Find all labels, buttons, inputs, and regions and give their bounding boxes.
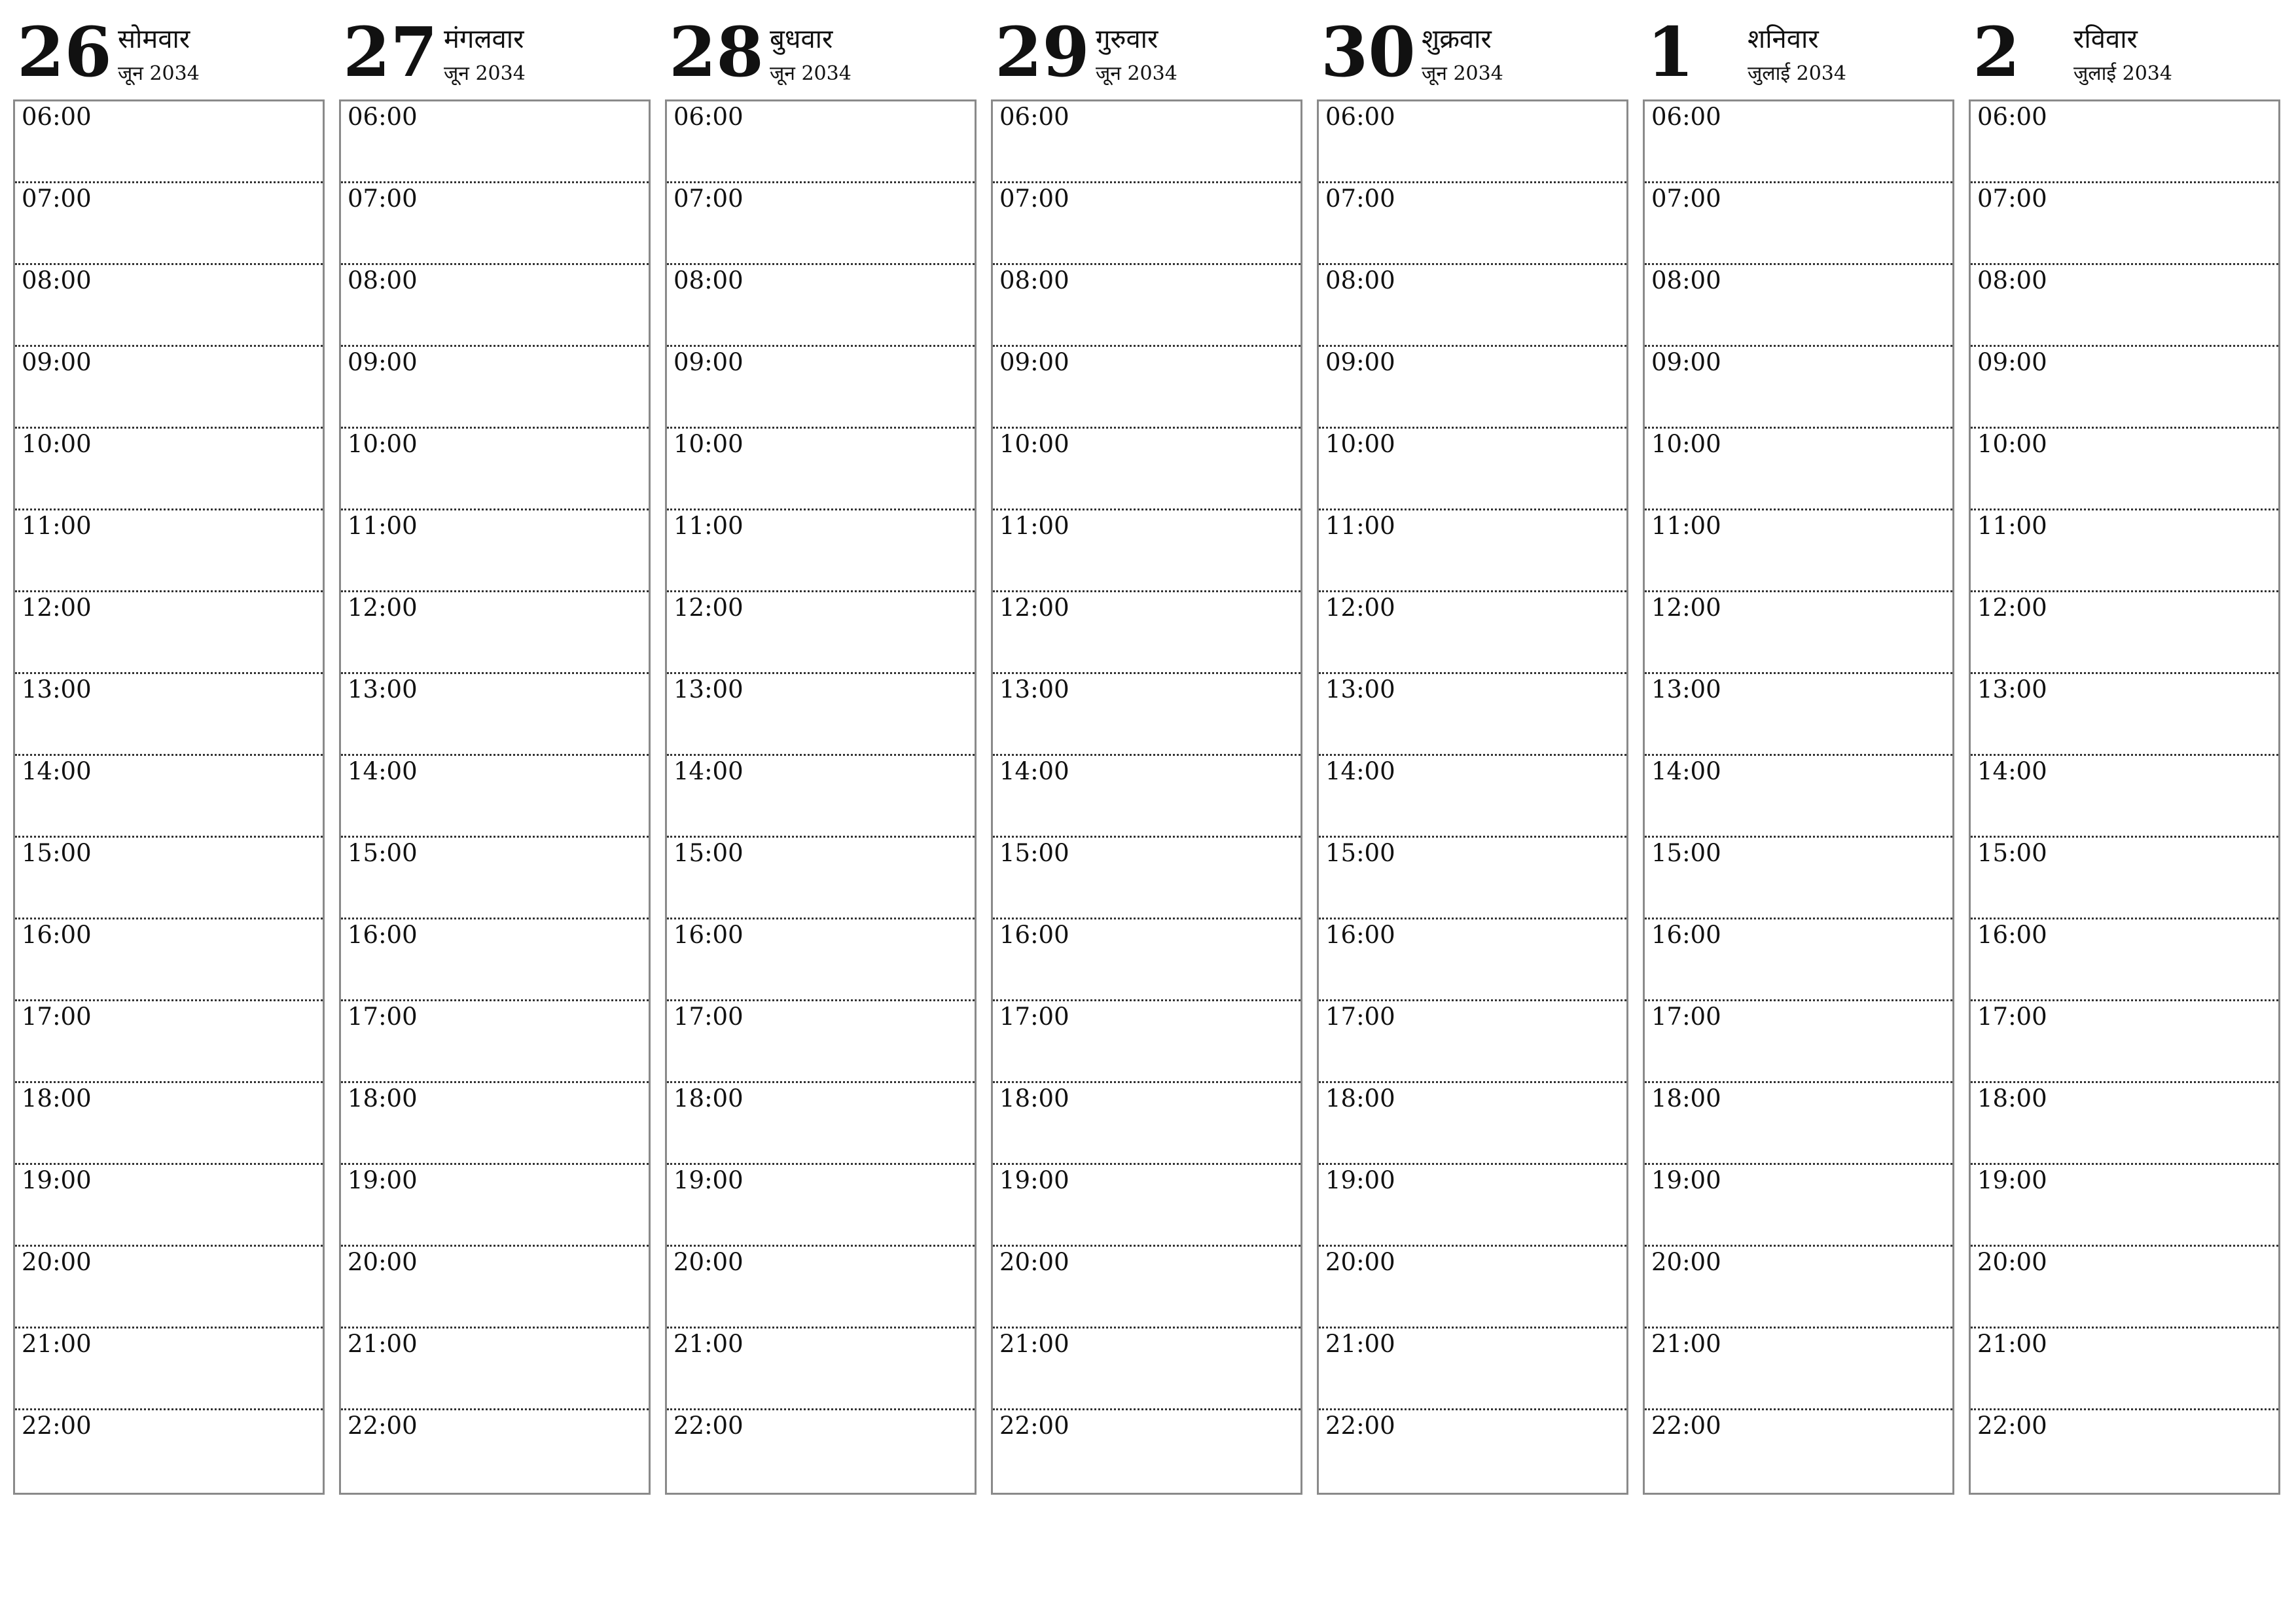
time-label: 15:00 [1977, 839, 2047, 867]
day-column [339, 12, 653, 1501]
time-slot[interactable] [1971, 1329, 2278, 1410]
time-label: 07:00 [1651, 185, 1721, 213]
weekly-planner [13, 12, 2286, 1501]
weekday-name: रविवार [2073, 24, 2138, 54]
time-label: 13:00 [999, 675, 1069, 704]
time-slot[interactable] [993, 674, 1300, 756]
time-label: 07:00 [999, 185, 1069, 213]
time-slot[interactable] [341, 429, 649, 510]
time-slot[interactable] [993, 1410, 1300, 1492]
time-label: 15:00 [673, 839, 744, 867]
time-label: 21:00 [1651, 1330, 1721, 1358]
month-year: जून 2034 [770, 62, 852, 85]
time-label: 18:00 [1651, 1084, 1721, 1113]
time-label: 16:00 [1325, 921, 1395, 949]
time-label: 14:00 [1977, 757, 2047, 785]
time-slot[interactable] [341, 592, 649, 674]
weekday-name: शनिवार [1748, 24, 1819, 54]
time-slot[interactable] [15, 1165, 323, 1247]
time-label: 22:00 [348, 1412, 418, 1440]
time-slot[interactable] [1319, 510, 1626, 592]
time-label: 06:00 [348, 103, 418, 131]
time-slot[interactable] [1319, 1165, 1626, 1247]
day-number: 1 [1647, 12, 1695, 92]
time-slot[interactable] [15, 183, 323, 265]
day-header [1317, 12, 1631, 99]
time-slot[interactable] [15, 1247, 323, 1329]
time-label: 18:00 [999, 1084, 1069, 1113]
time-slot[interactable] [1971, 101, 2278, 183]
time-label: 15:00 [1325, 839, 1395, 867]
time-label: 12:00 [999, 594, 1069, 622]
time-label: 20:00 [22, 1248, 92, 1276]
time-label: 17:00 [1651, 1003, 1721, 1031]
time-slot[interactable] [341, 1410, 649, 1492]
day-column [13, 12, 327, 1501]
weekday-name: मंगलवार [444, 24, 524, 54]
time-label: 10:00 [1651, 430, 1721, 458]
time-label: 13:00 [22, 675, 92, 704]
time-label: 20:00 [673, 1248, 744, 1276]
time-label: 16:00 [673, 921, 744, 949]
time-label: 19:00 [22, 1166, 92, 1194]
time-slot[interactable] [15, 429, 323, 510]
time-label: 19:00 [673, 1166, 744, 1194]
day-header [339, 12, 653, 99]
time-label: 10:00 [673, 430, 744, 458]
time-slot[interactable] [993, 756, 1300, 838]
time-slot[interactable] [993, 1247, 1300, 1329]
time-slot[interactable] [1319, 1083, 1626, 1165]
time-slot[interactable] [993, 347, 1300, 429]
time-label: 09:00 [22, 348, 92, 376]
day-header [1643, 12, 1957, 99]
time-label: 11:00 [1325, 512, 1395, 540]
time-label: 09:00 [348, 348, 418, 376]
time-slot[interactable] [1645, 674, 1952, 756]
time-slot[interactable] [667, 510, 975, 592]
time-label: 17:00 [22, 1003, 92, 1031]
time-label: 22:00 [673, 1412, 744, 1440]
time-slot[interactable] [1319, 1001, 1626, 1083]
day-column [991, 12, 1305, 1501]
time-label: 06:00 [999, 103, 1069, 131]
time-slot[interactable] [1971, 1165, 2278, 1247]
time-slot[interactable] [1645, 1329, 1952, 1410]
time-label: 16:00 [348, 921, 418, 949]
time-slot[interactable] [15, 1001, 323, 1083]
time-slot[interactable] [1971, 1410, 2278, 1492]
time-label: 07:00 [1325, 185, 1395, 213]
time-slot[interactable] [1971, 838, 2278, 919]
time-label: 21:00 [22, 1330, 92, 1358]
time-slot[interactable] [1319, 592, 1626, 674]
month-year: जुलाई 2034 [1748, 62, 1846, 85]
time-slot[interactable] [1645, 592, 1952, 674]
day-schedule [13, 99, 325, 1495]
time-label: 22:00 [22, 1412, 92, 1440]
time-label: 20:00 [999, 1248, 1069, 1276]
time-slot[interactable] [15, 756, 323, 838]
time-label: 13:00 [1325, 675, 1395, 704]
time-label: 15:00 [348, 839, 418, 867]
time-label: 12:00 [1325, 594, 1395, 622]
time-slot[interactable] [993, 919, 1300, 1001]
time-label: 14:00 [673, 757, 744, 785]
day-schedule [665, 99, 977, 1495]
time-label: 06:00 [1651, 103, 1721, 131]
time-slot[interactable] [341, 1247, 649, 1329]
time-slot[interactable] [15, 1083, 323, 1165]
time-label: 19:00 [1651, 1166, 1721, 1194]
time-label: 09:00 [1325, 348, 1395, 376]
time-slot[interactable] [1319, 756, 1626, 838]
time-slot[interactable] [15, 1410, 323, 1492]
time-slot[interactable] [15, 919, 323, 1001]
day-schedule [1317, 99, 1628, 1495]
time-slot[interactable] [1971, 592, 2278, 674]
time-label: 10:00 [22, 430, 92, 458]
time-label: 19:00 [1977, 1166, 2047, 1194]
time-slot[interactable] [993, 1165, 1300, 1247]
time-label: 21:00 [348, 1330, 418, 1358]
time-slot[interactable] [1645, 838, 1952, 919]
time-label: 19:00 [348, 1166, 418, 1194]
time-slot[interactable] [15, 592, 323, 674]
time-label: 14:00 [348, 757, 418, 785]
time-slot[interactable] [15, 838, 323, 919]
time-slot[interactable] [667, 592, 975, 674]
time-label: 19:00 [999, 1166, 1069, 1194]
time-label: 10:00 [348, 430, 418, 458]
month-year: जून 2034 [118, 62, 200, 85]
day-number: 29 [995, 12, 1090, 92]
time-label: 07:00 [1977, 185, 2047, 213]
day-column [665, 12, 979, 1501]
time-label: 19:00 [1325, 1166, 1395, 1194]
day-number: 30 [1321, 12, 1416, 92]
time-slot[interactable] [667, 101, 975, 183]
month-year: जून 2034 [444, 62, 526, 85]
time-slot[interactable] [667, 919, 975, 1001]
time-slot[interactable] [1645, 265, 1952, 347]
time-label: 20:00 [1325, 1248, 1395, 1276]
time-label: 12:00 [22, 594, 92, 622]
time-label: 17:00 [1977, 1003, 2047, 1031]
time-label: 17:00 [673, 1003, 744, 1031]
time-slot[interactable] [667, 1001, 975, 1083]
day-schedule [1969, 99, 2280, 1495]
time-label: 10:00 [1325, 430, 1395, 458]
time-slot[interactable] [1971, 919, 2278, 1001]
time-label: 18:00 [1977, 1084, 2047, 1113]
time-label: 09:00 [999, 348, 1069, 376]
time-label: 14:00 [999, 757, 1069, 785]
time-slot[interactable] [1971, 429, 2278, 510]
time-label: 16:00 [1977, 921, 2047, 949]
day-schedule [991, 99, 1302, 1495]
time-slot[interactable] [667, 347, 975, 429]
time-slot[interactable] [993, 183, 1300, 265]
time-label: 16:00 [999, 921, 1069, 949]
weekday-name: गुरुवार [1096, 24, 1158, 54]
time-slot[interactable] [15, 674, 323, 756]
time-label: 21:00 [673, 1330, 744, 1358]
time-label: 13:00 [1977, 675, 2047, 704]
time-label: 20:00 [348, 1248, 418, 1276]
time-slot[interactable] [1645, 756, 1952, 838]
time-label: 22:00 [1325, 1412, 1395, 1440]
day-number: 27 [343, 12, 438, 92]
time-label: 08:00 [22, 266, 92, 294]
time-label: 10:00 [999, 430, 1069, 458]
day-number: 26 [17, 12, 112, 92]
month-year: जून 2034 [1096, 62, 1177, 85]
day-header [991, 12, 1305, 99]
time-label: 21:00 [999, 1330, 1069, 1358]
time-slot[interactable] [1645, 510, 1952, 592]
time-slot[interactable] [667, 1329, 975, 1410]
time-slot[interactable] [15, 1329, 323, 1410]
time-slot[interactable] [667, 265, 975, 347]
time-label: 17:00 [348, 1003, 418, 1031]
time-slot[interactable] [1971, 183, 2278, 265]
time-slot[interactable] [1319, 183, 1626, 265]
time-slot[interactable] [993, 592, 1300, 674]
time-slot[interactable] [341, 838, 649, 919]
time-label: 20:00 [1651, 1248, 1721, 1276]
time-label: 22:00 [1977, 1412, 2047, 1440]
time-label: 11:00 [22, 512, 92, 540]
time-label: 06:00 [1977, 103, 2047, 131]
time-slot[interactable] [341, 1001, 649, 1083]
time-slot[interactable] [993, 838, 1300, 919]
time-label: 08:00 [673, 266, 744, 294]
time-label: 08:00 [1651, 266, 1721, 294]
time-slot[interactable] [1645, 347, 1952, 429]
time-label: 17:00 [1325, 1003, 1395, 1031]
time-slot[interactable] [1645, 1083, 1952, 1165]
time-label: 08:00 [999, 266, 1069, 294]
time-slot[interactable] [1645, 919, 1952, 1001]
time-slot[interactable] [15, 347, 323, 429]
time-slot[interactable] [1645, 1410, 1952, 1492]
time-slot[interactable] [667, 838, 975, 919]
time-label: 16:00 [22, 921, 92, 949]
time-label: 13:00 [348, 675, 418, 704]
day-column [1643, 12, 1957, 1501]
time-label: 11:00 [1977, 512, 2047, 540]
time-slot[interactable] [341, 674, 649, 756]
time-label: 14:00 [1325, 757, 1395, 785]
time-label: 08:00 [348, 266, 418, 294]
time-label: 09:00 [1651, 348, 1721, 376]
time-label: 16:00 [1651, 921, 1721, 949]
time-slot[interactable] [1971, 756, 2278, 838]
time-label: 07:00 [348, 185, 418, 213]
time-slot[interactable] [1645, 1165, 1952, 1247]
time-slot[interactable] [667, 1083, 975, 1165]
day-schedule [1643, 99, 1954, 1495]
time-label: 11:00 [999, 512, 1069, 540]
time-slot[interactable] [1645, 183, 1952, 265]
time-slot[interactable] [1319, 429, 1626, 510]
time-label: 22:00 [999, 1412, 1069, 1440]
time-label: 14:00 [1651, 757, 1721, 785]
time-label: 14:00 [22, 757, 92, 785]
time-slot[interactable] [1971, 1001, 2278, 1083]
time-label: 08:00 [1325, 266, 1395, 294]
time-slot[interactable] [1971, 1247, 2278, 1329]
time-label: 13:00 [673, 675, 744, 704]
day-header [665, 12, 979, 99]
time-slot[interactable] [15, 265, 323, 347]
time-label: 08:00 [1977, 266, 2047, 294]
time-slot[interactable] [15, 101, 323, 183]
time-label: 06:00 [1325, 103, 1395, 131]
time-slot[interactable] [341, 510, 649, 592]
time-slot[interactable] [1319, 265, 1626, 347]
time-slot[interactable] [1971, 265, 2278, 347]
time-slot[interactable] [1319, 919, 1626, 1001]
time-slot[interactable] [341, 347, 649, 429]
time-label: 13:00 [1651, 675, 1721, 704]
time-slot[interactable] [1319, 1329, 1626, 1410]
time-slot[interactable] [1319, 838, 1626, 919]
time-label: 15:00 [1651, 839, 1721, 867]
time-slot[interactable] [667, 756, 975, 838]
time-slot[interactable] [1645, 429, 1952, 510]
time-slot[interactable] [1319, 347, 1626, 429]
time-label: 18:00 [22, 1084, 92, 1113]
time-slot[interactable] [1645, 101, 1952, 183]
day-header [13, 12, 327, 99]
time-label: 18:00 [673, 1084, 744, 1113]
time-slot[interactable] [1319, 1247, 1626, 1329]
time-slot[interactable] [993, 1329, 1300, 1410]
time-slot[interactable] [341, 756, 649, 838]
time-label: 09:00 [673, 348, 744, 376]
time-label: 22:00 [1651, 1412, 1721, 1440]
time-label: 18:00 [1325, 1084, 1395, 1113]
time-slot[interactable] [1971, 1083, 2278, 1165]
time-slot[interactable] [15, 510, 323, 592]
day-schedule [339, 99, 651, 1495]
time-slot[interactable] [341, 101, 649, 183]
time-label: 07:00 [22, 185, 92, 213]
time-label: 15:00 [999, 839, 1069, 867]
time-slot[interactable] [1319, 101, 1626, 183]
time-label: 21:00 [1325, 1330, 1395, 1358]
day-column [1317, 12, 1631, 1501]
time-slot[interactable] [341, 1083, 649, 1165]
time-slot[interactable] [1971, 674, 2278, 756]
weekday-name: शुक्रवार [1422, 24, 1492, 54]
month-year: जून 2034 [1422, 62, 1503, 85]
time-label: 12:00 [1977, 594, 2047, 622]
weekday-name: बुधवार [770, 24, 833, 54]
time-slot[interactable] [667, 674, 975, 756]
time-label: 17:00 [999, 1003, 1069, 1031]
time-label: 11:00 [673, 512, 744, 540]
time-slot[interactable] [1645, 1001, 1952, 1083]
time-slot[interactable] [1971, 347, 2278, 429]
time-label: 10:00 [1977, 430, 2047, 458]
time-slot[interactable] [1971, 510, 2278, 592]
time-label: 15:00 [22, 839, 92, 867]
time-slot[interactable] [1319, 674, 1626, 756]
time-slot[interactable] [341, 1329, 649, 1410]
time-slot[interactable] [993, 1083, 1300, 1165]
day-column [1969, 12, 2283, 1501]
time-slot[interactable] [993, 265, 1300, 347]
time-slot[interactable] [667, 1247, 975, 1329]
time-slot[interactable] [667, 429, 975, 510]
time-slot[interactable] [667, 1165, 975, 1247]
time-slot[interactable] [1645, 1247, 1952, 1329]
time-label: 09:00 [1977, 348, 2047, 376]
time-label: 06:00 [22, 103, 92, 131]
time-label: 06:00 [673, 103, 744, 131]
time-label: 12:00 [1651, 594, 1721, 622]
time-slot[interactable] [341, 265, 649, 347]
time-label: 20:00 [1977, 1248, 2047, 1276]
time-slot[interactable] [341, 919, 649, 1001]
month-year: जुलाई 2034 [2073, 62, 2172, 85]
time-label: 12:00 [673, 594, 744, 622]
day-number: 28 [669, 12, 764, 92]
time-slot[interactable] [993, 429, 1300, 510]
time-label: 21:00 [1977, 1330, 2047, 1358]
time-label: 11:00 [1651, 512, 1721, 540]
day-number: 2 [1973, 12, 2020, 92]
time-slot[interactable] [667, 183, 975, 265]
time-slot[interactable] [341, 183, 649, 265]
time-slot[interactable] [993, 510, 1300, 592]
day-header [1969, 12, 2283, 99]
time-slot[interactable] [667, 1410, 975, 1492]
time-label: 07:00 [673, 185, 744, 213]
time-label: 12:00 [348, 594, 418, 622]
time-slot[interactable] [993, 1001, 1300, 1083]
time-label: 11:00 [348, 512, 418, 540]
time-slot[interactable] [1319, 1410, 1626, 1492]
time-slot[interactable] [341, 1165, 649, 1247]
weekday-name: सोमवार [118, 24, 190, 54]
time-label: 18:00 [348, 1084, 418, 1113]
time-slot[interactable] [993, 101, 1300, 183]
